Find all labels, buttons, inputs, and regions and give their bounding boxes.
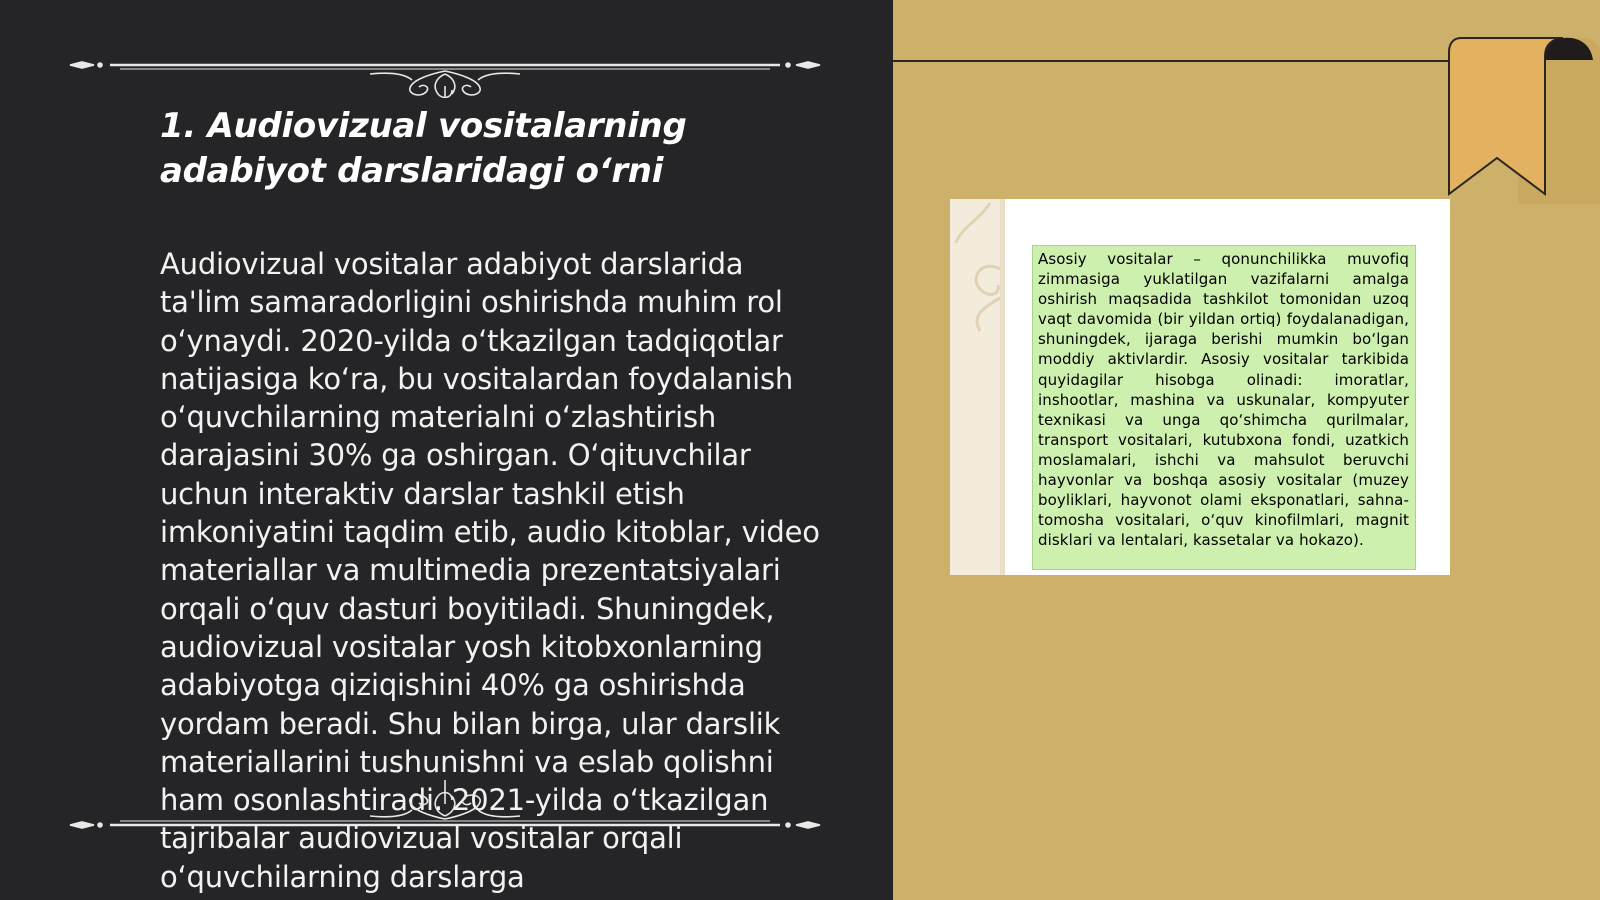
image-panel: [893, 0, 1600, 900]
bookmark-ribbon-icon: [1433, 34, 1600, 204]
definition-image: [950, 199, 1450, 575]
book-page-margin: [950, 199, 1005, 575]
slide-body-text: Audiovizual vositalar adabiyot darslarida ta'lim samaradorligini oshirishda muhim rol o‘ynaydi. 2020-yilda o‘tkazilgan tadqiqotlar natijasiga ko‘ra, bu vositalardan foydalanish o‘quvchilarning materialni o‘zlashtirish darajasini 30% ga oshirgan. O‘qituvchilar uchun interaktiv darslar tashkil etish imkoniyatini taqdim etib, audio kitoblar, video materiallar va multimedia prezentatsiyalari orqali o‘quv dasturi boyitiladi. Shuningdek, audiovizual vositalar yosh kitobxonlarning adabiyotga qiziqishini 40% ga oshirishda yordam beradi. Shu bilan birga, ular darslik materiallarini tushunishni va eslab qolishni ham osonlashtiradi. 2021-yilda o‘tkazilgan tajribalar audiovizual vositalar orqali o‘quvchilarning darslarga: [160, 247, 820, 894]
swirl-decoration-icon: [950, 199, 1005, 575]
ornament-divider-top: [60, 38, 830, 98]
decorative-line: [893, 60, 1453, 62]
definition-text-box: [1032, 245, 1416, 570]
definition-text: Asosiy vositalar – qonunchilikka muvofiq zimmasiga yuklatilgan vazifalarni amalga oshirish maqsadida tashkilot tomonidan uzoq vaqt davomida (bir yildan ortiq) foydalanadigan, shuningdek, ijaraga berishi mumkin bo‘lgan moddiy aktivlardir. Asosiy vositalar tarkibida quyidagilar hisobga olinadi: imoratlar, inshootlar, mashina va uskunalar, kompyuter texnikasi va unga qo‘shimcha qurilmalar, transport vositalari, kutubxona fondi, uzatkich moslamalari, ishchi va mahsulot beruvchi hayvonlar va boshqa asosiy vositalar (muzey boyliklari, hayvonot olami eksponatlari, sahna-tomosha vositalari, o‘quv kinofilmlari, magnit disklari va lentalari, kassetalar va hokazo).: [1038, 250, 1409, 550]
ornament-divider-bottom: [60, 778, 830, 838]
slide-title: 1. Audiovizual vositalarning adabiyot darslaridagi o‘rni: [160, 106, 687, 191]
